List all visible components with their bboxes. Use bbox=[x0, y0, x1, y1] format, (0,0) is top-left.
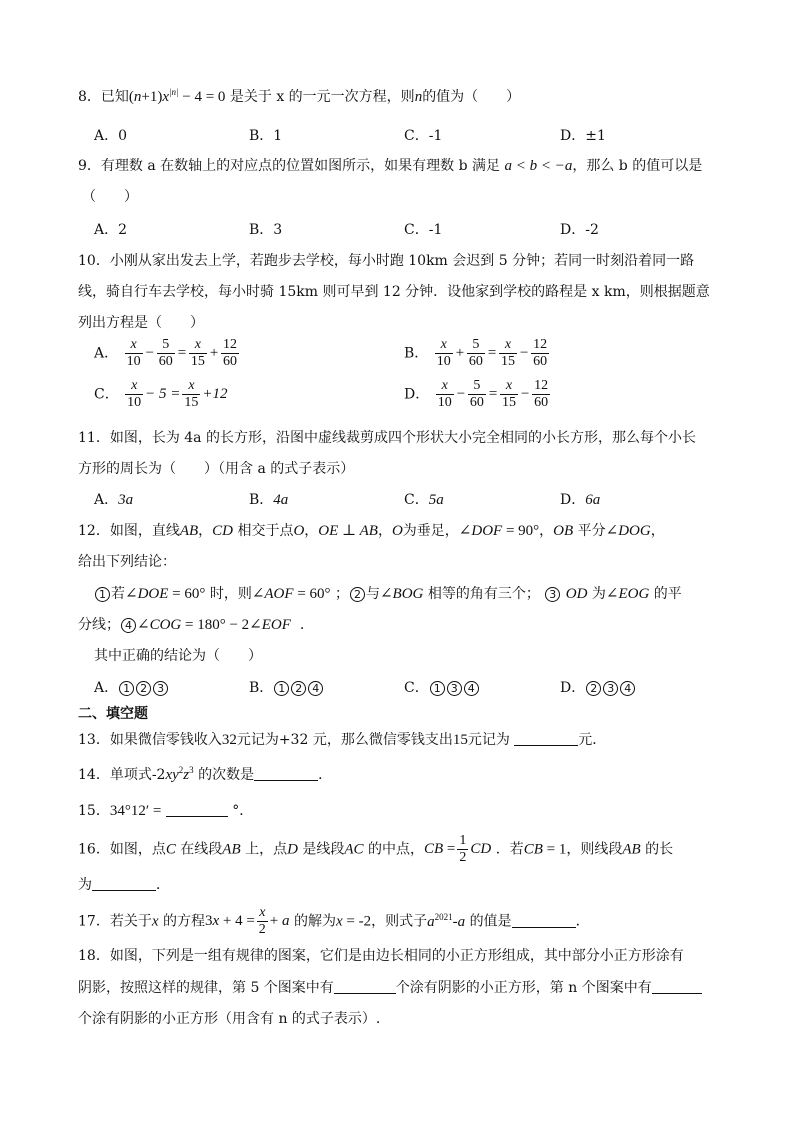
question-9: 9．有理数 a 在数轴上的对应点的位置如图所示，如果有理数 b 满足 a < b < −a，那么 b 的值可以是 bbox=[78, 158, 703, 174]
question-10-line1: 10．小刚从家出发去上学，若跑步去学校，每小时跑 10km 会迟到 5 分钟；若同一时刻沿着同一路 bbox=[78, 253, 695, 269]
q11-option-a[interactable]: A．3a bbox=[94, 492, 134, 508]
question-12-line1: 12．如图，直线AB，CD 相交于点O，OE ⊥ AB，O为垂足，∠DOF = 90°，OB 平分∠DOG， bbox=[78, 523, 665, 539]
q13-answer-blank[interactable] bbox=[514, 731, 578, 746]
question-10-line2: 线，骑自行车去学校，每小时骑 15km 则可早到 12 分钟．设他家到学校的路程是 x km，则根据题意 bbox=[78, 284, 710, 300]
q14-answer-blank[interactable] bbox=[254, 766, 318, 781]
q9-option-b[interactable]: B．3 bbox=[249, 222, 283, 238]
question-10-line3: 列出方程是（ ） bbox=[78, 315, 204, 331]
question-18-line2: 阴影，按照这样的规律，第 5 个图案中有 个涂有阴影的小正方形，第 n 个图案中有 bbox=[78, 977, 702, 997]
question-18-line3: 个涂有阴影的小正方形（用含有 n 的式子表示）. bbox=[78, 1011, 381, 1027]
q8-option-b[interactable]: B．1 bbox=[249, 128, 283, 144]
question-12-line4: 分线； 4 ∠COG = 180° − 2∠EOF . bbox=[78, 617, 305, 633]
q10-option-a[interactable]: A． $\frac{x}{10}$ − $\frac{5}{60}$ = $\frac{x}{15}$ + $\frac{12}{60}$ bbox=[94, 337, 237, 369]
q11-option-d[interactable]: D．6a bbox=[560, 492, 601, 508]
question-12-line2: 给出下列结论： bbox=[78, 554, 176, 570]
question-16-line2: 为 ． bbox=[78, 877, 170, 893]
question-11-line2: 方形的周长为（ ）（用含 a 的式子表示） bbox=[78, 461, 355, 477]
section-heading-fill-in: 二、填空题 bbox=[78, 706, 148, 722]
question-8: 8．已知$(n+1)x^{|n|} - 4 = 0$ 是关于 x 的一元一次方程，则n的值为（ ） bbox=[78, 87, 521, 105]
q10-option-c[interactable]: C． $\frac{x}{10}$ − 5 = $\frac{x}{15}$ +12 bbox=[94, 378, 228, 410]
q11-option-b[interactable]: B．4a bbox=[249, 492, 289, 508]
question-14: 14．单项式$-2xy^2z^3$ 的次数是 ． bbox=[78, 765, 333, 783]
question-15: 15．34°12′ = °． bbox=[78, 803, 254, 819]
q9-option-a[interactable]: A．2 bbox=[94, 222, 128, 238]
question-13: 13．如果微信零钱收入32元记为+32 元，那么微信零钱支出15元记为 元． bbox=[78, 732, 607, 748]
q12-option-b[interactable]: B． 1 2 4 bbox=[249, 677, 324, 697]
q12-option-d[interactable]: D． 2 3 4 bbox=[560, 677, 636, 697]
q17-answer-blank[interactable] bbox=[512, 913, 576, 928]
q8-option-c[interactable]: C．-1 bbox=[404, 128, 443, 144]
q10-option-d[interactable]: D． $\frac{x}{10}$ − $\frac{5}{60}$ = $\frac{x}{15}$ − $\frac{12}{60}$ bbox=[404, 378, 549, 410]
q8-option-a[interactable]: A．0 bbox=[94, 128, 128, 144]
question-18-line1: 18．如图，下列是一组有规律的图案，它们是由边长相同的小正方形组成，其中部分小正方形涂有 bbox=[78, 948, 684, 964]
question-17: 17．若关于x 的方程3x + 4 = $\frac{x}{2}$ + a 的解为x = -2，则式子$a^{2021}-a$ 的值是 ． bbox=[78, 905, 590, 937]
q18-answer-blank-1[interactable] bbox=[334, 979, 396, 994]
q10-option-b[interactable]: B． $\frac{x}{10}$ + $\frac{5}{60}$ = $\frac{x}{15}$ − $\frac{12}{60}$ bbox=[404, 337, 548, 369]
q8-option-d[interactable]: D．±1 bbox=[560, 128, 606, 144]
q12-option-a[interactable]: A． 1 2 3 bbox=[94, 677, 169, 697]
q8-equation: $(n+1)x^{|n|} - 4 = 0$ bbox=[128, 87, 226, 105]
q9-option-d[interactable]: D．-2 bbox=[560, 222, 599, 238]
q9-option-c[interactable]: C．-1 bbox=[404, 222, 443, 238]
q16-answer-blank[interactable] bbox=[92, 876, 156, 891]
question-16-line1: 16．如图，点C 在线段AB 上，点D 是线段AC 的中点，CB = $\frac{1}{2}$ CD ．若CB = 1，则线段AB 的长 bbox=[78, 833, 674, 865]
q18-answer-blank-2[interactable] bbox=[652, 979, 702, 994]
question-12-line5: 其中正确的结论为（ ） bbox=[94, 648, 262, 664]
q11-option-c[interactable]: C．5a bbox=[404, 492, 444, 508]
q9-answer-paren: （ ） bbox=[82, 189, 138, 205]
q15-answer-blank[interactable] bbox=[166, 802, 228, 817]
question-11-line1: 11．如图，长为 4a 的长方形，沿图中虚线裁剪成四个形状大小完全相同的小长方形，那么每个小长 bbox=[78, 430, 696, 446]
question-12-line3: 1 若∠DOE = 60° 时，则∠AOF = 60° ； 2 与∠BOG 相等的角有三个； 3 OD 为∠EOG 的平 bbox=[94, 583, 682, 603]
q12-option-c[interactable]: C． 1 3 4 bbox=[404, 677, 480, 697]
